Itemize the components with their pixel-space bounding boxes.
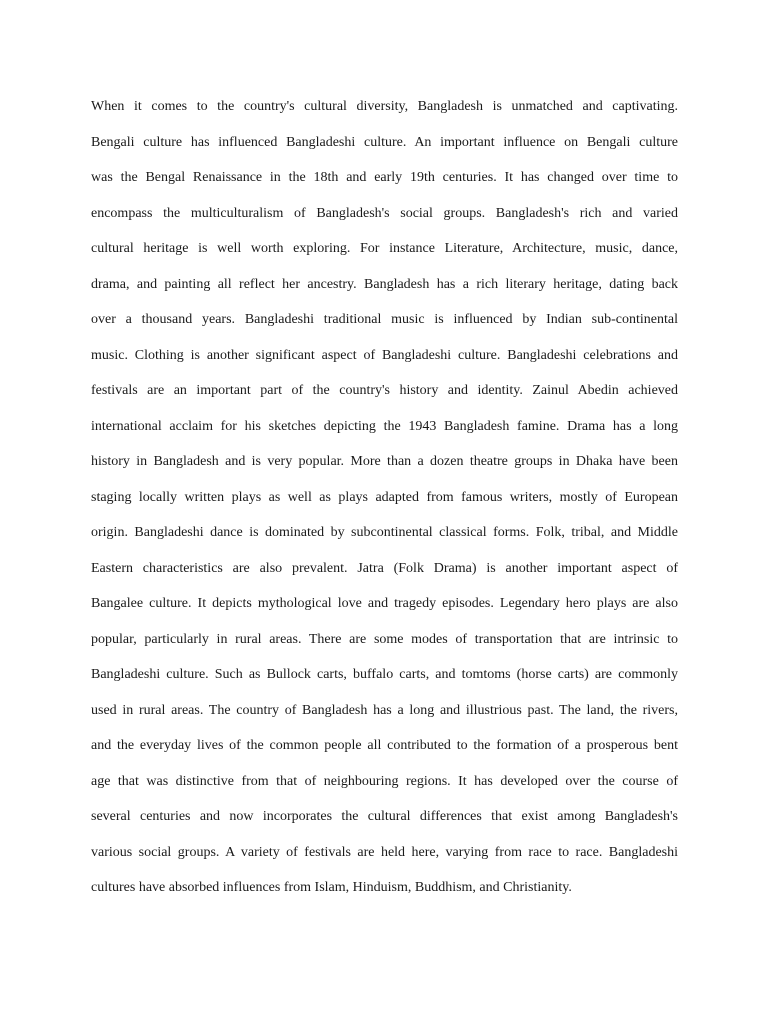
- paragraph-line: several centuries and now incorporates the cultural differences that exist among Bangladesh's: [91, 809, 678, 824]
- paragraph-line: origin. Bangladeshi dance is dominated by subcontinental classical forms. Folk, tribal, and Middle: [91, 525, 678, 540]
- paragraph-line: over a thousand years. Bangladeshi traditional music is influenced by Indian sub-continental: [91, 312, 678, 327]
- paragraph-line: age that was distinctive from that of neighbouring regions. It has developed over the course of: [91, 773, 678, 789]
- paragraph-line: cultures have absorbed influences from Islam, Hinduism, Buddhism, and Christianity.: [91, 880, 572, 895]
- paragraph-line: Eastern characteristics are also prevalent. Jatra (Folk Drama) is another important aspect of: [91, 560, 678, 576]
- paragraph-line: used in rural areas. The country of Bangladesh has a long and illustrious past. The land, the rivers,: [91, 702, 678, 718]
- paragraph-line: staging locally written plays as well as plays adapted from famous writers, mostly of European: [91, 489, 678, 505]
- body-paragraph: [91, 89, 678, 906]
- paragraph-line: music. Clothing is another significant aspect of Bangladeshi culture. Bangladeshi celebrations and: [91, 347, 678, 363]
- paragraph-line: was the Bengal Renaissance in the 18th and early 19th centuries. It has changed over time to: [91, 170, 678, 185]
- paragraph-line: various social groups. A variety of festivals are held here, varying from race to race. Bangladeshi: [91, 844, 678, 860]
- paragraph-line: festivals are an important part of the country's history and identity. Zainul Abedin achieved: [91, 383, 678, 398]
- paragraph-line: drama, and painting all reflect her ancestry. Bangladesh has a rich literary heritage, dating back: [91, 276, 678, 292]
- paragraph-line: When it comes to the country's cultural diversity, Bangladesh is unmatched and captivating.: [91, 99, 678, 114]
- paragraph-line: and the everyday lives of the common people all contributed to the formation of a prosperous bent: [91, 738, 678, 753]
- paragraph-line: Bengali culture has influenced Bangladeshi culture. An important influence on Bengali culture: [91, 134, 678, 150]
- paragraph-line: history in Bangladesh and is very popular. More than a dozen theatre groups in Dhaka have been: [91, 454, 678, 469]
- paragraph-line: popular, particularly in rural areas. There are some modes of transportation that are intrinsic to: [91, 631, 678, 647]
- paragraph-line: encompass the multiculturalism of Bangladesh's social groups. Bangladesh's rich and varied: [91, 205, 678, 221]
- paragraph-line: Bangalee culture. It depicts mythological love and tragedy episodes. Legendary hero plays are also: [91, 596, 678, 611]
- paragraph-line: cultural heritage is well worth exploring. For instance Literature, Architecture, music, dance,: [91, 241, 678, 256]
- paragraph-line: international acclaim for his sketches depicting the 1943 Bangladesh famine. Drama has a long: [91, 418, 678, 434]
- paragraph-line: Bangladeshi culture. Such as Bullock carts, buffalo carts, and tomtoms (horse carts) are commonly: [91, 667, 678, 682]
